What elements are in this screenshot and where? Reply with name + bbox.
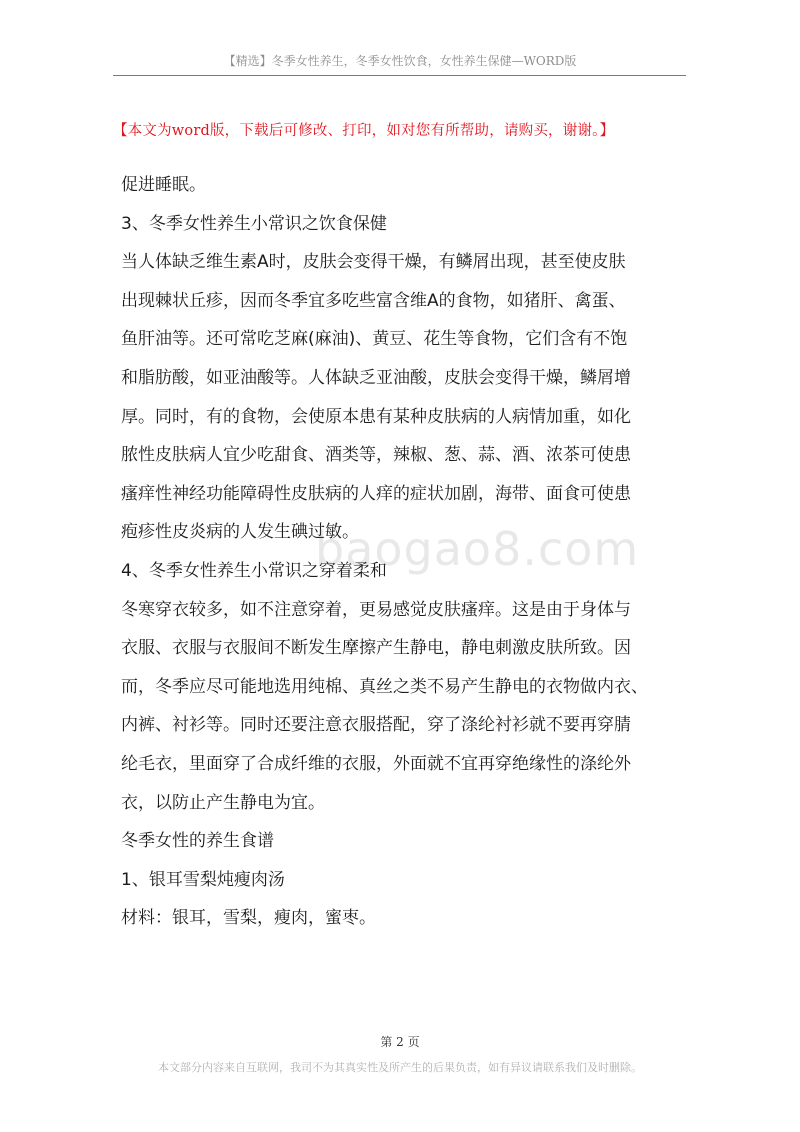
body-line: 出现棘状丘疹，因而冬季宜多吃些富含维A的食物，如猪肝、禽蛋、 — [121, 290, 626, 311]
header-divider — [113, 75, 686, 76]
body-line: 纶毛衣，里面穿了合成纤维的衣服，外面就不宜再穿绝缘性的涤纶外 — [121, 753, 631, 774]
page-header: 【精选】冬季女性养生，冬季女性饮食，女性养生保健—WORD版 — [223, 54, 577, 68]
body-line: 当人体缺乏维生素A时，皮肤会变得干燥，有鳞屑出现，甚至使皮肤 — [121, 252, 626, 273]
body-line: 瘙痒性神经功能障碍性皮肤病的人痒的症状加剧，海带、面食可使患 — [121, 483, 631, 504]
body-line: 疱疹性皮炎病的人发生碘过敏。 — [121, 522, 359, 543]
section-heading: 3、冬季女性养生小常识之饮食保健 — [121, 213, 387, 234]
body-line: 脓性皮肤病人宜少吃甜食、酒类等，辣椒、葱、蒜、酒、浓茶可使患 — [121, 445, 631, 466]
recipe-ingredients: 材料：银耳，雪梨，瘦肉，蜜枣。 — [121, 908, 376, 929]
recipe-heading: 1、银耳雪梨炖瘦肉汤 — [121, 869, 285, 890]
section-heading: 4、冬季女性养生小常识之穿着柔和 — [121, 560, 387, 581]
body-line: 促进睡眠。 — [121, 175, 206, 195]
body-line: 衣服、衣服与衣服间不断发生摩擦产生静电，静电刺激皮肤所致。因 — [121, 638, 631, 659]
body-line: 而，冬季应尽可能地选用纯棉、真丝之类不易产生静电的衣物做内衣、 — [121, 676, 648, 697]
page-footer-disclaimer: 本文部分内容来自互联网，我司不为其真实性及所产生的后果负责，如有异议请联系我们及时删除。 — [158, 1061, 642, 1074]
watermark: baogao8.com — [315, 522, 640, 576]
purchase-notice: 【本文为word版，下载后可修改、打印，如对您有所帮助，请购买，谢谢。】 — [113, 123, 615, 139]
body-line: 鱼肝油等。还可常吃芝麻(麻油)、黄豆、花生等食物，它们含有不饱 — [121, 329, 628, 350]
section-heading: 冬季女性的养生食谱 — [121, 831, 274, 852]
body-line: 厚。同时，有的食物，会使原本患有某种皮肤病的人病情加重，如化 — [121, 406, 631, 427]
body-line: 冬寒穿衣较多，如不注意穿着，更易感觉皮肤瘙痒。这是由于身体与 — [121, 599, 631, 620]
page-number: 第 2 页 — [380, 1035, 420, 1049]
body-line: 和脂肪酸，如亚油酸等。人体缺乏亚油酸，皮肤会变得干燥，鳞屑增 — [121, 367, 631, 388]
body-line: 衣，以防止产生静电为宜。 — [121, 792, 325, 813]
body-line: 内裤、衬衫等。同时还要注意衣服搭配，穿了涤纶衬衫就不要再穿腈 — [121, 715, 631, 736]
